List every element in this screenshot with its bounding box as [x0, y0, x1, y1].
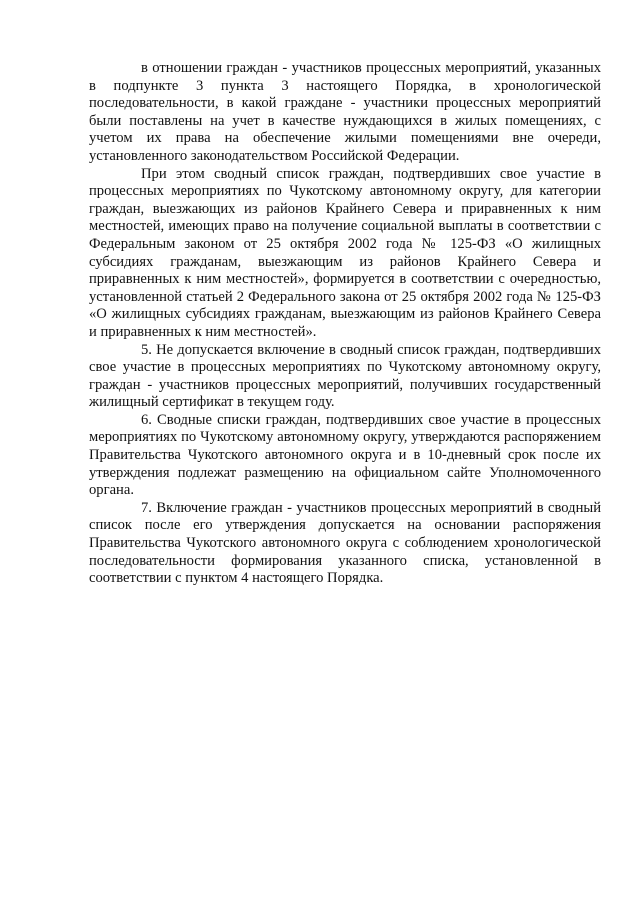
document-body	[89, 60, 601, 588]
paragraph-item-6: 6. Сводные списки граждан, подтвердивших свое участие в процессных мероприятиях по Чукотскому автономному округу, утверждаются распоряжением Правительства Чукотского автономного округа и в 10-дневный срок после их утверждения подлежат размещению на официальном сайте Уполномоченного органа.	[89, 411, 601, 499]
paragraph-consolidated-list-order: При этом сводный список граждан, подтвердивших свое участие в процессных мероприятиях по Чукотскому автономному округу, для категории граждан, выезжающих из районов Крайнего Севера и приравненных к ним местностей, имеющих право на получение социальной выплаты в соответствии с Федеральным законом от 25 октября 2002 года № 125-ФЗ «О жилищных субсидиях гражданам, выезжающим из районов Крайнего Севера и приравненных к ним местностей», формируется в соответствии с очередностью, установленной статьей 2 Федерального закона от 25 октября 2002 года № 125-ФЗ «О жилищных субсидиях гражданам, выезжающим из районов Крайнего Севера и приравненных к ним местностей».	[89, 165, 601, 340]
paragraph-item-7: 7. Включение граждан - участников процессных мероприятий в сводный список после его утверждения допускается на основании распоряжения Правительства Чукотского автономного округа с соблюдением хронологической последовательности формирования указанного списка, установленной в соответствии с пунктом 4 настоящего Порядка.	[89, 499, 601, 587]
paragraph-continuation: в отношении граждан - участников процессных мероприятий, указанных в подпункте 3 пункта 3 настоящего Порядка, в хронологической последовательности, в какой граждане - участники процессных мероприятий были поставлены на учет в качестве нуждающихся в жилых помещениях, с учетом их права на обеспечение жилыми помещениями вне очереди, установленного законодательством Российской Федерации.	[89, 60, 601, 164]
paragraph-item-5: 5. Не допускается включение в сводный список граждан, подтвердивших свое участие в процессных мероприятиях по Чукотскому автономному округу, граждан - участников процессных мероприятий, получивших государственный жилищный сертификат в текущем году.	[89, 341, 601, 411]
